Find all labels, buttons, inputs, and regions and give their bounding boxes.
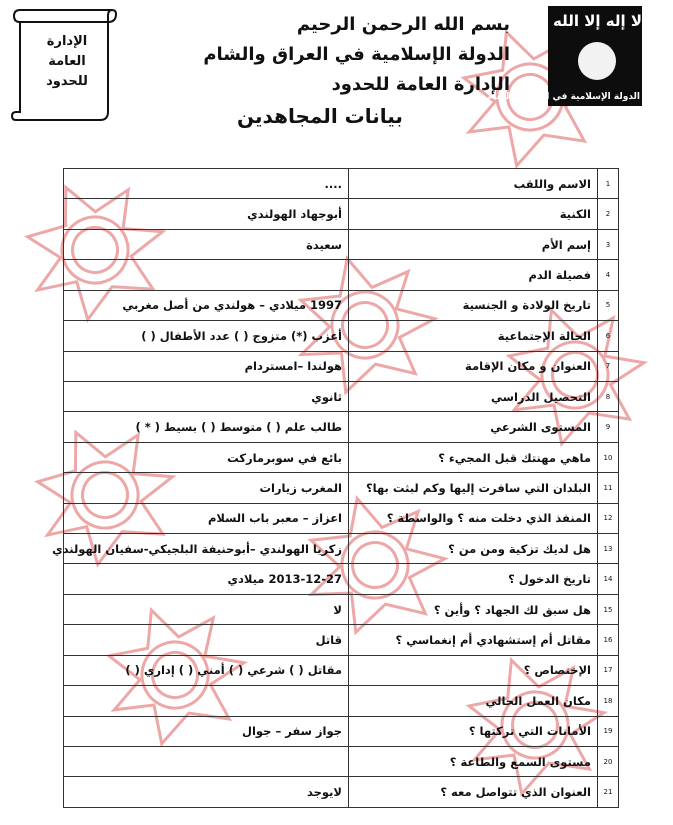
question-cell: فصيلة الدم xyxy=(349,260,598,290)
question-cell: تاريخ الولادة و الجنسية xyxy=(349,290,598,320)
question-cell: العنوان الذي تتواصل معه ؟ xyxy=(349,777,598,808)
question-cell: الحالة الإجتماعية xyxy=(349,321,598,351)
form-row xyxy=(64,594,619,624)
question-cell: إسم الأم xyxy=(349,229,598,259)
question-cell: مستوى السمع والطاعة ؟ xyxy=(349,747,598,777)
scroll-line-1: الإدارة xyxy=(46,34,88,49)
row-number: 12 xyxy=(598,503,619,533)
answer-cell: 2013-12-27 ميلادي xyxy=(64,564,349,594)
form-row xyxy=(64,716,619,746)
form-row xyxy=(64,260,619,290)
answer-cell: ثانوي xyxy=(64,381,349,411)
answer-cell: هولندا –امستردام xyxy=(64,351,349,381)
form-row xyxy=(64,381,619,411)
question-cell: مقاتل أم إستشهادي أم إنغماسي ؟ xyxy=(349,625,598,655)
question-cell: الكنية xyxy=(349,199,598,229)
answer-cell: اعزاز – معبر باب السلام xyxy=(64,503,349,533)
question-cell: البلدان التي سافرت إليها وكم لبثت بها؟ xyxy=(349,473,598,503)
form-row xyxy=(64,321,619,351)
form-title: بيانات المجاهدين xyxy=(237,104,403,128)
question-cell: الاسم واللقب xyxy=(349,169,598,199)
answer-cell xyxy=(64,747,349,777)
row-number: 20 xyxy=(598,747,619,777)
row-number: 3 xyxy=(598,229,619,259)
scroll-line-2: العامة xyxy=(48,54,86,69)
question-cell: هل لديك تزكية ومن من ؟ xyxy=(349,534,598,564)
black-banner-logo xyxy=(486,6,642,106)
row-number: 14 xyxy=(598,564,619,594)
form-row xyxy=(64,169,619,199)
row-number: 5 xyxy=(598,290,619,320)
form-row xyxy=(64,199,619,229)
form-row xyxy=(64,747,619,777)
answer-cell: لا xyxy=(64,594,349,624)
state-name: الدولة الإسلامية في العراق والشام xyxy=(203,44,510,65)
seal-icon xyxy=(578,42,616,80)
row-number: 17 xyxy=(598,655,619,685)
row-number: 2 xyxy=(598,199,619,229)
question-cell: المستوى الشرعي xyxy=(349,412,598,442)
basmala: بسم الله الرحمن الرحيم xyxy=(296,14,510,35)
answer-cell: .... xyxy=(64,169,349,199)
logo-top-text: لا إله إلا الله xyxy=(552,12,642,30)
logo-bottom-text: الدولة الإسلامية في العراق والشام xyxy=(486,92,640,102)
row-number: 9 xyxy=(598,412,619,442)
form-row xyxy=(64,229,619,259)
form-row xyxy=(64,686,619,716)
question-cell: مكان العمل الحالي xyxy=(349,686,598,716)
form-row xyxy=(64,473,619,503)
form-row xyxy=(64,412,619,442)
form-row xyxy=(64,625,619,655)
question-cell: المنفذ الذي دخلت منه ؟ والواسطة ؟ xyxy=(349,503,598,533)
form-table-wrapper xyxy=(52,168,619,808)
scroll-line-3: للحدود xyxy=(46,74,88,89)
row-number: 7 xyxy=(598,351,619,381)
form-row xyxy=(64,290,619,320)
answer-cell xyxy=(64,260,349,290)
question-cell: هل سبق لك الجهاد ؟ وأين ؟ xyxy=(349,594,598,624)
row-number: 4 xyxy=(598,260,619,290)
question-cell: الإختصاص ؟ xyxy=(349,655,598,685)
form-row xyxy=(64,534,619,564)
answer-cell: قاتل xyxy=(64,625,349,655)
row-number: 16 xyxy=(598,625,619,655)
row-number: 10 xyxy=(598,442,619,472)
form-row xyxy=(64,351,619,381)
form-row xyxy=(64,564,619,594)
department-name: الإدارة العامة للحدود xyxy=(331,74,510,95)
row-number: 19 xyxy=(598,716,619,746)
answer-cell: أعزب (*) متزوج ( ) عدد الأطفال ( ) xyxy=(64,321,349,351)
department-scroll xyxy=(10,8,120,126)
form-row xyxy=(64,777,619,808)
answer-cell: جواز سفر – جوال xyxy=(64,716,349,746)
answer-cell: 1997 ميلادي – هولندي من أصل مغربي xyxy=(64,290,349,320)
question-cell: ماهي مهنتك قبل المجيء ؟ xyxy=(349,442,598,472)
answer-cell: المغرب زيارات xyxy=(64,473,349,503)
row-number: 1 xyxy=(598,169,619,199)
row-number: 11 xyxy=(598,473,619,503)
form-table xyxy=(52,168,619,808)
answer-cell: زكريا الهولندي –أبوحنيفة البلجيكي-سفيان الهولندي xyxy=(64,534,349,564)
answer-cell: بائع في سوبرماركت xyxy=(64,442,349,472)
answer-cell: أبوجهاد الهولندي xyxy=(64,199,349,229)
answer-cell: مقاتل ( ) شرعي ( ) أمني ( ) إداري ( ) xyxy=(64,655,349,685)
row-number: 6 xyxy=(598,321,619,351)
question-cell: العنوان و مكان الإقامة xyxy=(349,351,598,381)
answer-cell xyxy=(64,686,349,716)
form-row xyxy=(64,503,619,533)
answer-cell: لايوجد xyxy=(64,777,349,808)
question-cell: التحصيل الدراسي xyxy=(349,381,598,411)
row-number: 21 xyxy=(598,777,619,808)
row-number: 13 xyxy=(598,534,619,564)
row-number: 18 xyxy=(598,686,619,716)
form-row xyxy=(64,655,619,685)
answer-cell: طالب علم ( ) متوسط ( ) بسيط ( * ) xyxy=(64,412,349,442)
row-number: 15 xyxy=(598,594,619,624)
row-number: 8 xyxy=(598,381,619,411)
question-cell: الأمانات التي تركتها ؟ xyxy=(349,716,598,746)
answer-cell: سعيدة xyxy=(64,229,349,259)
question-cell: تاريخ الدخول ؟ xyxy=(349,564,598,594)
form-row xyxy=(64,442,619,472)
